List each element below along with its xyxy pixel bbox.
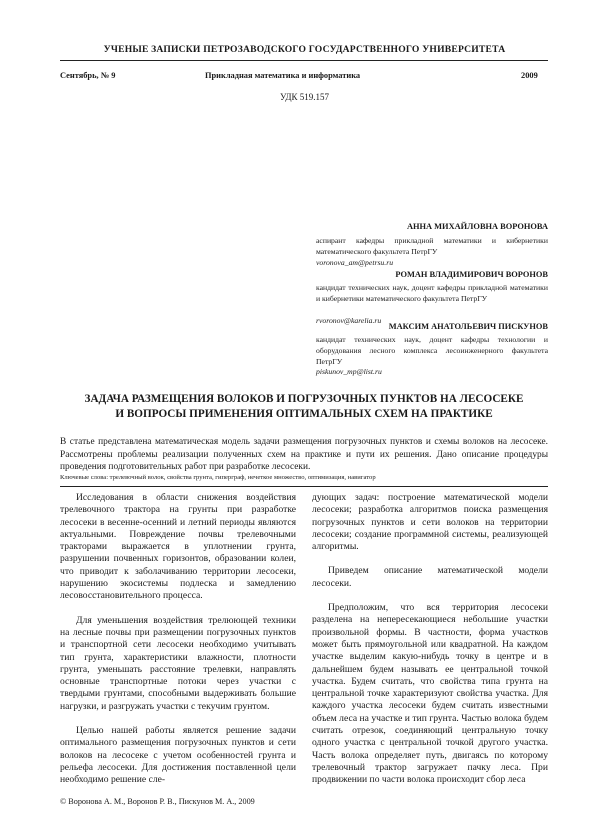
author-affiliation: кандидат технических наук, доцент кафедры технологии и оборудования лесного комплекса лесоинженерного факультета ПетрГУ <box>316 335 548 366</box>
udk-code: УДК 519.157 <box>279 92 330 102</box>
body-paragraph: Целью нашей работы является решение задачи оптимального размещения погрузочных пунктов и сети волоков на лесосеке с учетом особенностей грунта и рельефа лесосеки. Для достижения поставленной цели необходимо решение сле- <box>60 725 296 786</box>
title-line: И ВОПРОСЫ ПРИМЕНЕНИЯ ОПТИМАЛЬНЫХ СХЕМ НА ПРАКТИКЕ <box>115 408 493 420</box>
article-title <box>60 392 548 422</box>
left-column <box>60 492 296 787</box>
author-email: piskunov_mp@list.ru <box>316 367 382 376</box>
section-rule <box>60 486 548 487</box>
abstract: В статье представлена математическая модель задачи размещения погрузочных пунктов и схемы волоков на лесосеке. Рассмотрены проблемы реализации полученных схем на практике и пути их решения. Дано описание процедуры проведения подготовительных работ при разработке лесосеки. <box>60 437 548 472</box>
title-line: ЗАДАЧА РАЗМЕЩЕНИЯ ВОЛОКОВ И ПОГРУЗОЧНЫХ ПУНКТОВ НА ЛЕСОСЕКЕ <box>84 393 524 405</box>
author-affiliation: аспирант кафедры прикладной математики и кибернетики математического факультета ПетрГУ <box>316 236 548 256</box>
section-label: Прикладная математика и информатика <box>205 71 361 80</box>
copyright: © Воронова А. М., Воронов Р. В., Пискунов М. А., 2009 <box>60 797 255 806</box>
body-paragraph: Для уменьшения воздействия трелюющей техники на лесные почвы при размещении погрузочных пунктов и транспортной сети лесосеки необходимо учитывать тип грунта, характеристики влажности, плотности грунта, уменьшать расстояние трелевки, направлять основные транспортные потоки через участки с твердыми грунтами, способными выдерживать большие нагрузки, и разгружать участки с текучим грунтом. <box>60 614 296 712</box>
header-rule <box>60 60 548 61</box>
author-affiliation: кандидат технических наук, доцент кафедры прикладной математики и кибернетики математического факультета ПетрГУ <box>316 283 548 303</box>
author-email: rvoronov@karelia.ru <box>316 316 382 325</box>
keywords: Ключевые слова: трелевочный волок, свойства грунта, гиперграф, нечеткое множество, оптимизация, навигатор <box>60 474 376 481</box>
author-name: МАКСИМ АНАТОЛЬЕВИЧ ПИСКУНОВ <box>388 322 548 331</box>
issue-label: Сентябрь, № 9 <box>60 71 116 80</box>
body-paragraph: Приведем описание математической модели лесосеки. <box>312 565 548 589</box>
body-paragraph: Исследования в области снижения воздействия трелевочного трактора на грунты при разработке лесосеки в весенне-осенний и летний периоды являются актуальными. Повреждение почвы трелевочными тракторами выражается в уплотнении грунта, разрушении почвенных горизонтов, образовании колеи, что приводит к заболачиванию территории лесосеки, нарушению экосистемы подлеска и замедлению лесовосстановительного процесса. <box>60 492 296 602</box>
author-email: voronova_am@petrsu.ru <box>316 258 394 267</box>
body-paragraph: Предположим, что вся территория лесосеки разделена на непересекающиеся небольшие участки произвольной формы. В частности, форма участков может быть прямоугольной или квадратной. На каждом участке выделим какую-нибудь точку в центре и в дальнейшем будем называть ее центральной точкой участка. Будем считать, что свойства типа грунта на центральной точке характеризуют свойства участка. Для каждого участка лесосеки будем считать известными объем леса на участке и тип грунта. Частью волока будем считать отрезок, соединяющий центральную точку одного участка с центральной точкой другого участка. Часть волока определяет путь, двигаясь по которому трелевочный трактор загружает пачку леса. При продвижении по части волока происходит сбор леса <box>312 602 548 786</box>
journal-title: УЧЕНЫЕ ЗАПИСКИ ПЕТРОЗАВОДСКОГО ГОСУДАРСТВЕННОГО УНИВЕРСИТЕТА <box>103 44 506 55</box>
author-name: АННА МИХАЙЛОВНА ВОРОНОВА <box>406 222 548 231</box>
year-label: 2009 <box>521 71 538 80</box>
author-name: РОМАН ВЛАДИМИРОВИЧ ВОРОНОВ <box>395 270 548 279</box>
right-column <box>312 492 548 787</box>
body-paragraph: дующих задач: построение математической модели лесосеки; разработка алгоритмов поиска размещения погрузочных пунктов и сети волоков на территории лесосеки; создание программной системы, реализующей алгоритмы. <box>312 492 548 553</box>
